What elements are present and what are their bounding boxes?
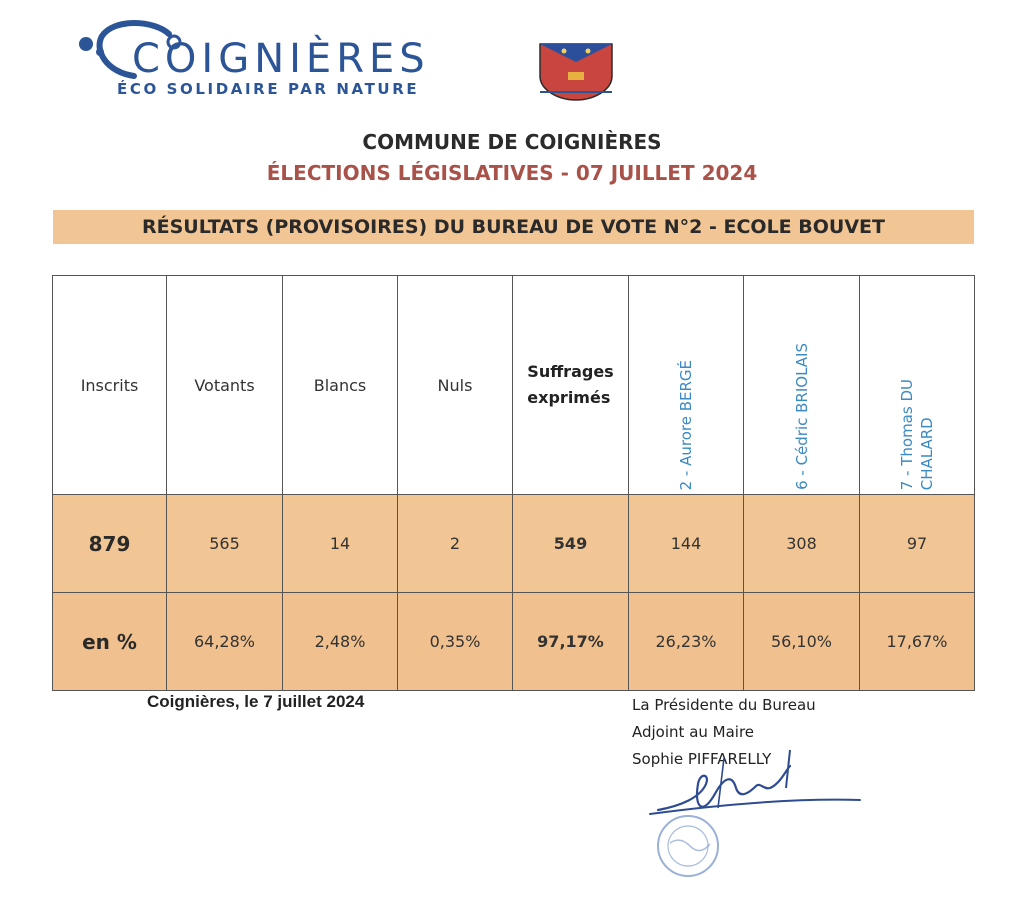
cell-du-chalard: 97 <box>860 495 975 593</box>
header-suffrages-line2: exprimés <box>527 388 611 407</box>
header-inscrits: Inscrits <box>53 276 167 495</box>
table-header-row <box>53 276 975 495</box>
header-candidate-briolais <box>744 276 860 495</box>
header-votants: Votants <box>167 276 283 495</box>
coat-of-arms-icon <box>538 42 614 102</box>
table-row-percent <box>53 593 975 691</box>
candidate-label: 2 - Aurore BERGÉ <box>677 359 695 490</box>
table-row-votes <box>53 495 975 593</box>
candidate-label: 7 - Thomas DU CHALARD <box>898 378 936 490</box>
cell-inscrits: 879 <box>53 495 167 593</box>
cell-votants: 565 <box>167 495 283 593</box>
results-banner: RÉSULTATS (PROVISOIRES) DU BUREAU DE VOTE N°2 - ECOLE BOUVET <box>53 210 974 244</box>
signature-stamp-icon <box>640 748 870 888</box>
coignieres-logo <box>74 14 634 104</box>
signatory-name: Sophie PIFFARELLY <box>632 750 772 768</box>
cell-percent-label: en % <box>53 593 167 691</box>
document-date: Coignières, le 7 juillet 2024 <box>147 692 365 711</box>
cell-du-chalard-pct: 17,67% <box>860 593 975 691</box>
logo-wordmark: COIGNIÈRES <box>132 36 430 82</box>
cell-votants-pct: 64,28% <box>167 593 283 691</box>
cell-briolais: 308 <box>744 495 860 593</box>
logo-tagline: ÉCO SOLIDAIRE PAR NATURE <box>117 80 420 98</box>
header-suffrages <box>513 276 629 495</box>
commune-title: COMMUNE DE COIGNIÈRES <box>362 130 662 154</box>
header-candidate-du-chalard <box>860 276 975 495</box>
header-nuls: Nuls <box>398 276 513 495</box>
cell-blancs-pct: 2,48% <box>283 593 398 691</box>
header-suffrages-line1: Suffrages <box>527 362 614 381</box>
candidate-label: 6 - Cédric BRIOLAIS <box>792 343 811 490</box>
cell-suffrages-pct: 97,17% <box>513 593 629 691</box>
signatory-role: La Présidente du Bureau <box>632 696 816 714</box>
cell-blancs: 14 <box>283 495 398 593</box>
cell-nuls-pct: 0,35% <box>398 593 513 691</box>
cell-nuls: 2 <box>398 495 513 593</box>
header-blancs: Blancs <box>283 276 398 495</box>
election-title: ÉLECTIONS LÉGISLATIVES - 07 JUILLET 2024 <box>266 161 758 185</box>
cell-berge: 144 <box>629 495 744 593</box>
signatory-role-secondary: Adjoint au Maire <box>632 723 755 741</box>
header-candidate-berge <box>629 276 744 495</box>
results-table <box>52 275 975 691</box>
cell-briolais-pct: 56,10% <box>744 593 860 691</box>
cell-berge-pct: 26,23% <box>629 593 744 691</box>
cell-suffrages: 549 <box>513 495 629 593</box>
